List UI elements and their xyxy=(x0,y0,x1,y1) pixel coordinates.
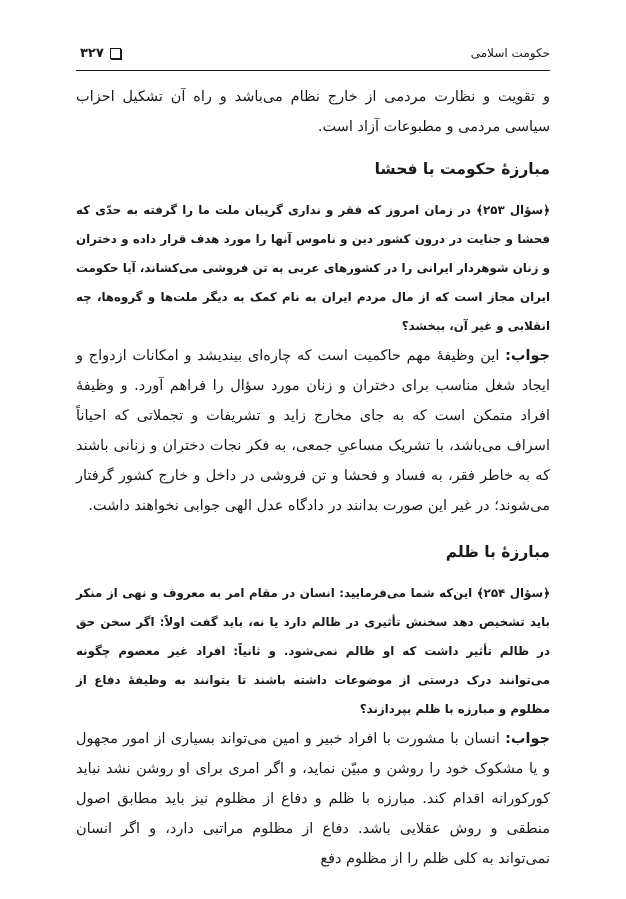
section-heading: مبارزهٔ با ظلم xyxy=(445,543,550,561)
answer-label: جواب: xyxy=(505,348,550,364)
page-number-group xyxy=(80,46,121,61)
page-number: ۳۲۷ xyxy=(80,45,104,61)
answer-paragraph xyxy=(76,724,550,874)
question-text: ﴿سؤال ۲۵۳﴾ در زمان امروز که فقر و نداری گریبان ملت ما را گرفته به حدّی که فحشا و جنایت در درون کشور دین و ناموس آنها را مورد هدف قرار داده و دختران و زنان شوهردار ایرانی را در کشورهای عربی به تن فروشی می‌کشاند، آیا حکومت ایران مجاز است که از مال مردم ایران به نام کمک به دیگر ملت‌ها و گروه‌ها، چه انقلابی و غیر آن، ببخشد؟ xyxy=(76,203,551,333)
section-heading: مبارزهٔ حکومت با فحشا xyxy=(374,160,550,178)
answer-text: این وظیفهٔ مهم حاکمیت است که چاره‌ای بیندیشد و امکانات ازدواج و ایجاد شغل مناسب برای دختران و زنان مورد سؤال را فراهم آورد. و وظیفهٔ افراد متمکن است که به جای مخارج زاید و تشریفات و تجملاتی که احیاناً اسراف می‌باشد، با تشریک مساعیِ جمعی، به فکر نجات دختران و زنانی باشند که به خاطر فقر، به فساد و فحشا و تن فروشی در داخل و خارج کشور گرفتار می‌شوند؛ در غیر این صورت بدانند در دادگاه عدل الهی جوابی نخواهند داشت. xyxy=(76,348,550,514)
continued-paragraph: و تقویت و نظارت مردمی از خارج نظام می‌باشد و راه آن تشکیل احزاب سیاسی مردمی و مطبوعات آزاد است. xyxy=(76,89,550,135)
answer-label: جواب: xyxy=(505,731,551,747)
answer-paragraph xyxy=(76,341,550,521)
header-divider xyxy=(76,70,550,71)
question-text: ﴿سؤال ۲۵۴﴾ این‌که شما می‌فرمایید: انسان در مقام امر به معروف و نهی از منکر باید تشخیص دهد سخنش تأثیری در ظالم دارد یا نه، باید گفت اولاً: اگر سخن حق در ظالم تأثیر داشت که او ظالم نمی‌شود. و ثانیاً: افراد غیر معصوم چگونه می‌توانند درک درستی از موضوعات داشته باشند تا بتوانند به وظیفهٔ دفاع از مظلوم و مبارزه با ظلم بپردازند؟ xyxy=(76,586,550,716)
page-body xyxy=(76,82,550,874)
answer-text: انسان با مشورت با افراد خبیر و امین می‌تواند بسیاری از امور مجهول و یا مشکوک خود را روشن و مبیّن نماید، و اگر امری برای او روشن نشد نباید کورکورانه اقدام کند. مبارزه با ظلم و دفاع از مظلوم نیز باید مطابق اصول منطقی و روش عقلایی باشد. دفاع از مظلوم مراتبی دارد، و اگر انسان نمی‌تواند به کلی ظلم را از مظلوم دفع xyxy=(76,731,550,867)
running-title: حکومت اسلامی xyxy=(470,46,550,60)
square-icon xyxy=(110,48,121,59)
page-header xyxy=(80,40,550,66)
